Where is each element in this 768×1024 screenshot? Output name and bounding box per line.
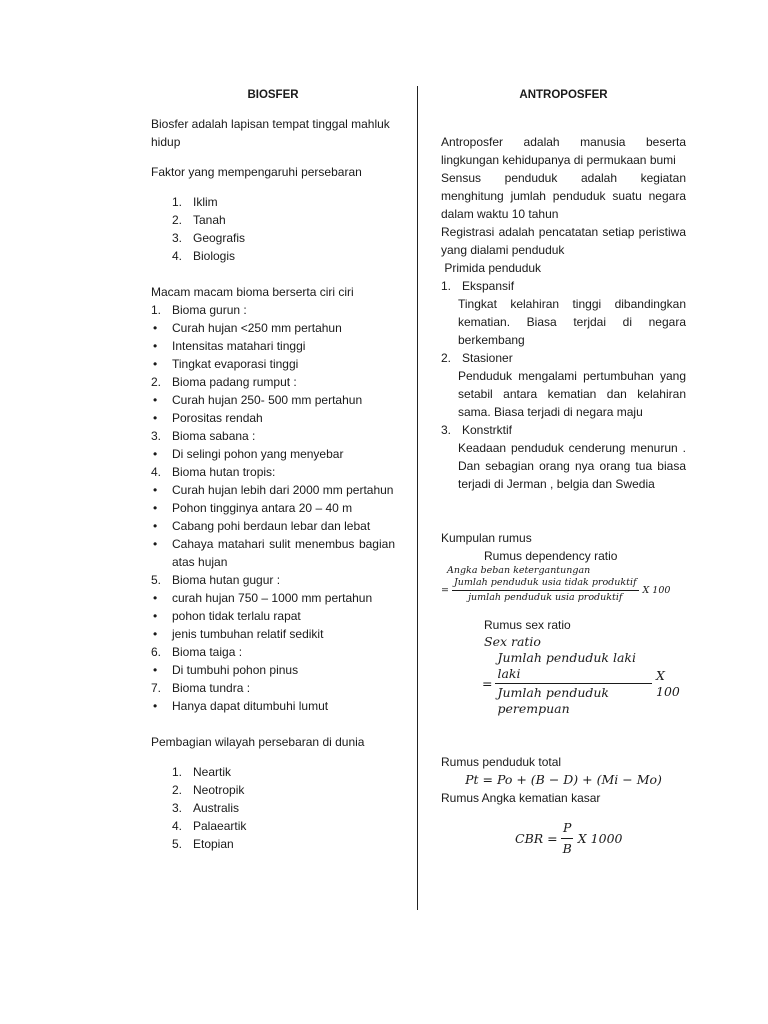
sex-ratio-lhs: Sex ratio bbox=[484, 634, 541, 649]
dependency-ratio-lhs: Angka beban ketergantungan bbox=[447, 565, 591, 576]
biome-item: 2. Bioma padang rumput : bbox=[151, 375, 297, 389]
bullet-item: • Cabang pohi berdaun lebar dan lebat bbox=[151, 517, 395, 535]
census-definition: Sensus penduduk adalah kegiatan menghitung jumlah penduduk suatu negara dalam waktu 10 tahun bbox=[441, 171, 686, 221]
biosfer-intro: Biosfer adalah lapisan tempat tinggal mahluk hidup bbox=[151, 117, 390, 149]
biome-traits bbox=[151, 661, 395, 679]
bullet-item: • jenis tumbuhan relatif sedikit bbox=[151, 625, 395, 643]
biome-item: 6. Bioma taiga : bbox=[151, 645, 243, 659]
antroposfer-column bbox=[441, 86, 686, 858]
biomes-list bbox=[151, 301, 395, 319]
bullet-item: • Cahaya matahari sulit menembus bagian atas hujan bbox=[151, 535, 395, 571]
biosfer-title: BIOSFER bbox=[247, 89, 299, 101]
pyramid-description: Penduduk mengalami pertumbuhan yang setabil antara kematian dan kelahiran sama. Biasa terjadi di negara maju bbox=[458, 369, 686, 419]
crude-death-rate-label: Rumus Angka kematian kasar bbox=[441, 791, 601, 805]
pyramid-description: Tingkat kelahiran tinggi dibandingkan kematian. Biasa terjdai di negara berkembang bbox=[458, 297, 686, 347]
dependency-ratio-denominator: jumlah penduduk usia produktif bbox=[468, 592, 623, 603]
bullet-item: • curah hujan 750 – 1000 mm pertahun bbox=[151, 589, 395, 607]
dependency-ratio-numerator: Jumlah penduduk usia tidak produktif bbox=[452, 577, 639, 591]
list-item: 3. Geografis bbox=[172, 231, 246, 245]
biome-traits bbox=[151, 445, 395, 463]
cbr-numerator: P bbox=[561, 819, 573, 839]
bullet-item: • Intensitas matahari tinggi bbox=[151, 337, 395, 355]
factors-list bbox=[151, 193, 395, 265]
formulas-heading: Kumpulan rumus bbox=[441, 531, 532, 545]
bullet-item: • Curah hujan 250- 500 mm pertahun bbox=[151, 391, 395, 409]
bullet-item: • Curah hujan <250 mm pertahun bbox=[151, 319, 395, 337]
biome-item: 3. Bioma sabana : bbox=[151, 429, 256, 443]
list-item: 1. Iklim bbox=[172, 195, 218, 209]
pyramid-heading: Primida penduduk bbox=[441, 261, 542, 275]
biome-traits bbox=[151, 589, 395, 643]
biome-traits bbox=[151, 391, 395, 427]
column-divider bbox=[417, 86, 418, 910]
factors-heading: Faktor yang mempengaruhi persebaran bbox=[151, 165, 362, 179]
bullet-item: • Porositas rendah bbox=[151, 409, 395, 427]
pyramid-list bbox=[441, 277, 686, 295]
biome-item: 1. Bioma gurun : bbox=[151, 303, 247, 317]
dependency-ratio-formula: = $\frac{\text{Jumlah penduduk usia tidak produktif}}{\text{jumlah penduduk usia produktif}}$ X 100 bbox=[441, 577, 671, 603]
list-item: 1. Neartik bbox=[172, 765, 232, 779]
cbr-lhs: CBR = bbox=[515, 830, 558, 846]
list-item: 4. Biologis bbox=[172, 249, 236, 263]
biomes-heading: Macam macam bioma berserta ciri ciri bbox=[151, 285, 354, 299]
pyramid-item: 1. Ekspansif bbox=[441, 279, 515, 293]
bullet-item: • Tingkat evaporasi tinggi bbox=[151, 355, 395, 373]
list-item: 2. Neotropik bbox=[172, 783, 245, 797]
sex-ratio-numerator: Jumlah penduduk laki laki bbox=[495, 650, 652, 684]
regions-list bbox=[151, 763, 395, 853]
total-population-label: Rumus penduduk total bbox=[441, 755, 562, 769]
list-item: 2. Tanah bbox=[172, 213, 226, 227]
biome-item: 5. Bioma hutan gugur : bbox=[151, 573, 281, 587]
bullet-item: • pohon tidak terlalu rapat bbox=[151, 607, 395, 625]
antroposfer-title: ANTROPOSFER bbox=[519, 89, 608, 101]
biome-traits bbox=[151, 481, 395, 571]
biome-item: 4. Bioma hutan tropis: bbox=[151, 465, 276, 479]
cbr-multiplier: X 1000 bbox=[577, 830, 623, 846]
biome-traits bbox=[151, 697, 395, 715]
biome-traits bbox=[151, 319, 395, 373]
pyramid-item: 3. Konstrktif bbox=[441, 423, 513, 437]
bullet-item: • Pohon tingginya antara 20 – 40 m bbox=[151, 499, 395, 517]
biosfer-column bbox=[151, 86, 395, 853]
list-item: 5. Etopian bbox=[172, 837, 234, 851]
total-population-formula: Pt = Po + (B − D) + (Mi − Mo) bbox=[465, 772, 662, 787]
bullet-item: • Hanya dapat ditumbuhi lumut bbox=[151, 697, 395, 715]
bullet-item: • Di tumbuhi pohon pinus bbox=[151, 661, 395, 679]
regions-heading: Pembagian wilayah persebaran di dunia bbox=[151, 735, 365, 749]
pyramid-item: 2. Stasioner bbox=[441, 351, 513, 365]
crude-death-rate-formula bbox=[515, 819, 686, 858]
sex-ratio-multiplier: X 100 bbox=[656, 667, 680, 699]
cbr-denominator: B bbox=[562, 841, 572, 856]
registration-definition: Registrasi adalah pencatatan setiap peristiwa yang dialami penduduk bbox=[441, 225, 686, 257]
pyramid-description: Keadaan penduduk cenderung menurun . Dan sebagian orang nya orang tua biasa terjadi di Jerman , belgia dan Swedia bbox=[458, 441, 686, 491]
list-item: 3. Australis bbox=[172, 801, 240, 815]
bullet-item: • Di selingi pohon yang menyebar bbox=[151, 445, 395, 463]
bullet-item: • Curah hujan lebih dari 2000 mm pertahun bbox=[151, 481, 395, 499]
biome-item: 7. Bioma tundra : bbox=[151, 681, 251, 695]
sex-ratio-formula: = $\frac{\text{Jumlah penduduk laki laki}}{\text{Jumlah penduduk perempuan}}$ X 100 bbox=[482, 650, 686, 717]
sex-ratio-label: Rumus sex ratio bbox=[484, 618, 571, 632]
dependency-ratio-multiplier: X 100 bbox=[642, 584, 671, 596]
dependency-ratio-label: Rumus dependency ratio bbox=[484, 549, 618, 563]
antroposfer-definition: Antroposfer adalah manusia beserta lingkungan kehidupanya di permukaan bumi bbox=[441, 135, 686, 167]
list-item: 4. Palaeartik bbox=[172, 819, 247, 833]
sex-ratio-denominator: Jumlah penduduk perempuan bbox=[497, 685, 610, 716]
